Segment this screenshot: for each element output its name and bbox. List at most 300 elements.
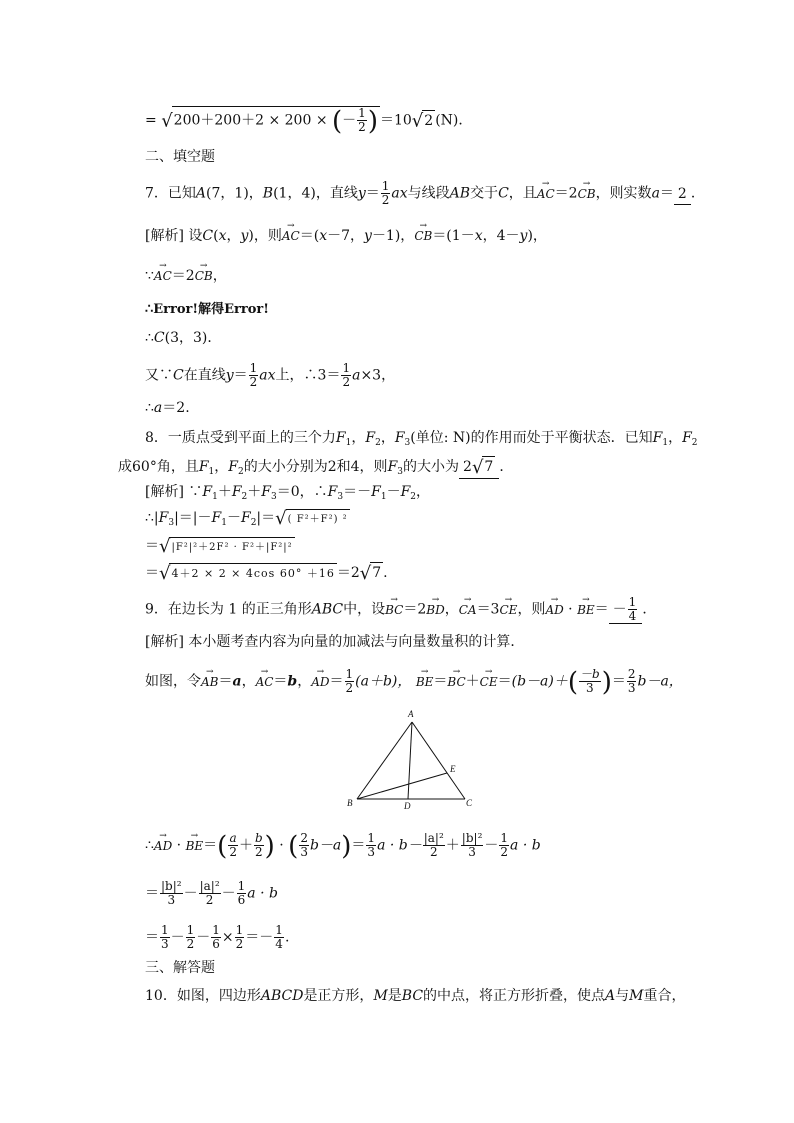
fraction (186, 924, 196, 951)
vector-ce: → CE (499, 600, 517, 620)
frac-num: 1 (212, 923, 220, 937)
text: ， (214, 459, 229, 475)
text: ( (213, 228, 219, 244)
text: 如图，令 (145, 673, 201, 690)
vector-a: a (232, 673, 242, 690)
force-f: F (365, 430, 376, 446)
subscript: 2 (238, 467, 244, 477)
force-f: F (327, 484, 338, 500)
subscript: 3 (397, 467, 404, 477)
left-paren: ( (217, 831, 228, 862)
radicand: 200＋200＋2 × 200 × (－ $\frac{1}{2}$ ) (173, 106, 378, 137)
vector-ad: → AD (311, 672, 329, 692)
text: ． (499, 459, 514, 475)
subscript: 3 (337, 492, 344, 502)
fraction (160, 880, 183, 907)
subscript: 2 (250, 518, 257, 528)
frac-num: 1 (345, 667, 354, 681)
text: . (284, 929, 290, 946)
q7-text: 7．已知 (145, 185, 196, 202)
eq-sign: ＝ (245, 929, 260, 946)
side-ac (412, 722, 465, 799)
vector-bc: → BC (447, 672, 465, 692)
eq-sign: ＝ (329, 673, 344, 690)
right-paren: ) (341, 831, 352, 862)
solution-7-line-2 (145, 266, 227, 286)
question-9 (145, 596, 656, 624)
q7-eq2: ＝2 (554, 185, 578, 202)
var-y: y (240, 228, 249, 244)
frac-num: 1 (358, 106, 366, 120)
text: )， (527, 228, 547, 244)
text: ＝ (233, 367, 248, 384)
answer-blank (459, 456, 499, 479)
vector-ac: → AC (282, 226, 300, 246)
frac-den: 6 (212, 937, 220, 951)
fraction (461, 832, 484, 859)
force-f: F (652, 430, 663, 446)
text: ， (668, 430, 683, 446)
text: (a＋b)， (355, 673, 412, 690)
frac-num: 2 (300, 831, 308, 845)
eq-sign: ＝ (218, 673, 233, 690)
text: ， (416, 484, 431, 500)
fraction (249, 362, 259, 389)
text: ， (212, 268, 227, 284)
text: 是正方形， (303, 988, 374, 1004)
frac-den: 4 (275, 937, 283, 951)
frac-den: 3 (161, 937, 169, 951)
text: ， (444, 601, 459, 618)
text: －1)， (371, 228, 415, 244)
frac-den: 2 (429, 845, 438, 859)
left-paren: ( (332, 106, 343, 137)
fraction (274, 924, 284, 951)
side-ab (357, 722, 412, 799)
text: 在直线 (183, 367, 226, 384)
text: ×3， (360, 367, 396, 384)
frac-den: 2 (249, 375, 258, 389)
frac-den: 3 (468, 845, 476, 859)
subscript: 2 (375, 438, 381, 448)
eq-sign: = (145, 112, 157, 129)
segment-ab: AB (449, 185, 471, 202)
frac-num: 1 (249, 361, 258, 375)
text: a · b (510, 837, 541, 854)
solution-9-line-1: [解析] 本小题考查内容为向量的加减法与向量数量积的计算． (145, 634, 525, 650)
force-f: F (400, 484, 411, 500)
text: ＝2 (336, 565, 360, 581)
frac-num: 1 (367, 831, 376, 845)
q7-text-and: ，且 (508, 185, 537, 202)
segment-be (357, 773, 447, 799)
fraction (423, 832, 445, 859)
var-x: x (319, 228, 328, 244)
frac-num: 1 (161, 923, 169, 937)
radical-sign: √ (275, 508, 287, 529)
frac-num: |a|² (199, 879, 220, 893)
text: ， (241, 673, 256, 690)
var-a: a (352, 367, 361, 384)
text: ， (297, 673, 312, 690)
fraction (499, 832, 509, 859)
radical-sign: √ (471, 457, 484, 478)
frac-den: 2 (342, 375, 351, 389)
force-f: F (198, 459, 209, 475)
text: · (172, 837, 186, 854)
text: ∴ (145, 330, 154, 346)
fraction (628, 596, 638, 623)
text: )，则 (248, 228, 282, 244)
text: 10．如图，四边形 (145, 988, 261, 1004)
subscript: 3 (271, 492, 277, 502)
force-f: F (261, 484, 271, 500)
text: [解析] 设 (145, 228, 203, 244)
frac-den: 2 (254, 845, 263, 859)
vector-cb: → CB (195, 266, 213, 286)
solution-9-line-2 (145, 667, 683, 698)
eq-sign: ＝ (273, 673, 288, 690)
frac-den: 3 (300, 845, 308, 859)
radicand: |F²|²＋2F² · F²＋|F²|² (169, 537, 294, 558)
text: － (484, 837, 499, 854)
text: ＝(1－ (432, 228, 475, 244)
answer-sign: － (612, 601, 627, 618)
point-c: C (498, 185, 509, 202)
eq-sign: ＝ (145, 885, 159, 902)
triangle-abc: ABC (311, 601, 344, 618)
fraction (211, 924, 221, 951)
text: a · b (247, 885, 278, 902)
eq-sign: ＝ (145, 538, 159, 554)
b-coord: (1，4)，直线 (273, 185, 358, 202)
segment-ad (408, 722, 412, 799)
frac-num: 1 (342, 361, 351, 375)
vector-ad: → AD (154, 836, 172, 856)
left-paren: ( (567, 667, 578, 698)
solution-7-line-3: ∴Error!解得Error! (145, 302, 269, 317)
frac-num: 1 (628, 595, 637, 609)
fraction (381, 180, 391, 207)
frac-num: 1 (275, 923, 283, 937)
radicand: 4＋2 × 2 × 4cos 60° ＋16 (169, 563, 336, 584)
radicand-2: 2 (422, 110, 435, 131)
radical-sign-2: √ (411, 110, 424, 132)
subscript: 1 (212, 492, 218, 502)
radical-sign: √ (159, 536, 171, 557)
text: ，则 (517, 601, 546, 618)
frac-den: 2 (345, 681, 354, 695)
force-f: F (231, 484, 242, 500)
solution-8-line-1 (145, 482, 430, 507)
text: |＝ (256, 510, 276, 526)
question-10 (145, 986, 686, 1006)
fraction (235, 924, 245, 951)
subscript: 1 (208, 467, 215, 477)
solution-8-line-3 (145, 536, 295, 558)
text: ＋ (217, 484, 232, 500)
solution-7-line-4 (145, 328, 221, 348)
solution-8-line-4 (145, 562, 388, 584)
subscript: 1 (662, 438, 669, 448)
frac-den: 4 (628, 609, 637, 623)
label-e: E (450, 764, 456, 774)
radical-sign: √ (359, 563, 372, 584)
subscript: 2 (241, 492, 248, 502)
text: ， (226, 228, 241, 244)
frac-den: 3 (586, 681, 594, 695)
fraction (579, 668, 601, 695)
eq-sign: ＝ (497, 673, 512, 690)
frac-num: 1 (235, 923, 244, 937)
text: ＝3 (476, 601, 500, 618)
section-heading-answer: 三、解答题 (145, 960, 215, 976)
answer-coef: 2 (463, 459, 472, 475)
frac-num: －b (580, 667, 600, 681)
vector-bd: → BD (426, 600, 444, 620)
text: (单位: N)的作用而处于平衡状态．已知 (410, 430, 653, 446)
subscript: 1 (380, 492, 387, 502)
solution-7-line-6 (145, 398, 190, 418)
vector-be: → BE (186, 836, 204, 856)
result-value: ＝10 (379, 112, 412, 129)
text: ， (351, 430, 366, 446)
question-7 (145, 180, 705, 207)
text: ∴| (145, 510, 159, 526)
fraction (366, 832, 376, 859)
fraction (299, 832, 309, 859)
eq-sign: ＝ (145, 565, 159, 581)
text: 又∵ (145, 367, 173, 384)
vector-ad: → AD (545, 600, 563, 620)
text: 成60°角，且 (118, 459, 199, 475)
var-ax: ax (259, 367, 276, 384)
text: 的大小分别为2和4，则 (243, 459, 388, 475)
text: ∴ (145, 837, 154, 854)
eq-sign: ＝ (145, 929, 159, 946)
fraction (357, 107, 367, 134)
subscript: 2 (691, 438, 698, 448)
text: ＝ (351, 837, 366, 854)
force-f: F (394, 430, 405, 446)
frac-den: 3 (367, 845, 376, 859)
frac-num: b (254, 831, 263, 845)
q7-end: ． (690, 185, 705, 202)
solution-7-line-1 (145, 226, 547, 246)
var-a: a (651, 185, 660, 202)
text: 的中点，将正方形折叠，使点 (423, 988, 606, 1004)
text: ＝2. (162, 400, 190, 416)
vector-be: → BE (577, 600, 595, 620)
frac-den: 2 (500, 845, 509, 859)
label-c: C (466, 798, 473, 808)
radicand: ( F²＋F²) ² (286, 509, 350, 530)
fraction (254, 832, 264, 859)
vector-be: → BE (416, 672, 434, 692)
vector-ca: → CA (459, 600, 477, 620)
text: (b－a)＋ (511, 673, 568, 690)
text: － (386, 484, 401, 500)
vector-cb: → CB (578, 184, 596, 204)
text: ． (642, 601, 657, 618)
text: ＋ (445, 837, 460, 854)
point-m: M (373, 988, 388, 1004)
text: . (383, 565, 388, 581)
force-f: F (682, 430, 692, 446)
text: a · b－ (377, 837, 422, 854)
text: 8．一质点受到平面上的三个力 (145, 430, 336, 446)
text: ＝2 (171, 268, 195, 284)
vector-ab: → AB (201, 672, 218, 692)
text: 重合， (643, 988, 686, 1004)
eq-sign: ＝ (433, 673, 448, 690)
text: － (170, 929, 185, 946)
text: ＋ (247, 484, 262, 500)
radicand: 7 (370, 562, 383, 583)
point-b: B (262, 185, 274, 202)
eq-sign: ＝ (659, 185, 674, 202)
var-y: y (357, 185, 366, 202)
frac-num: |b|² (161, 879, 182, 893)
segment-bc: BC (401, 988, 424, 1004)
text: － (259, 929, 274, 946)
vector-b: b (287, 673, 298, 690)
text: － (221, 885, 236, 902)
force-f: F (335, 430, 346, 446)
text: b－a (309, 837, 342, 854)
text: 是 (387, 988, 402, 1004)
fraction (345, 668, 355, 695)
radical-sign: √ (161, 110, 173, 132)
q7-text-cross: 交于 (470, 185, 499, 202)
label-a: A (408, 709, 414, 719)
text: · (274, 837, 289, 854)
frac-num: 1 (381, 179, 390, 193)
fraction (341, 362, 351, 389)
section-heading-fill: 二、填空题 (145, 149, 215, 165)
radicand-text: 200＋200＋2 × 200 × (173, 112, 333, 129)
fraction (160, 924, 170, 951)
solution-8-line-2 (145, 508, 350, 533)
point-c: C (153, 330, 165, 346)
fraction (627, 668, 637, 695)
vector-ac: → AC (154, 266, 172, 286)
text: 中，设 (343, 601, 386, 618)
q7-text-mid: 与线段 (407, 185, 450, 202)
frac-num: |b|² (461, 831, 483, 845)
fraction (237, 880, 247, 907)
var-ax: ax (391, 185, 408, 202)
text: 上，∴3＝ (275, 367, 341, 384)
force-f: F (211, 510, 222, 526)
frac-num: |a|² (423, 831, 444, 845)
force-f: F (371, 484, 381, 500)
frac-den: 2 (381, 193, 390, 207)
unit: (N)． (435, 112, 473, 129)
text: |＝|－ (174, 510, 212, 526)
vector-ce: → CE (480, 672, 498, 692)
square-abcd: ABCD (260, 988, 304, 1004)
frac-den: 2 (358, 120, 366, 134)
text: 与 (615, 988, 630, 1004)
point-c: C (202, 228, 214, 244)
frac-den: 2 (235, 937, 244, 951)
text: － (183, 885, 198, 902)
var-a: a (153, 400, 163, 416)
fraction (228, 832, 238, 859)
text: ＋ (465, 673, 480, 690)
frac-num: 1 (500, 831, 509, 845)
text: ＝0，∴ (276, 484, 328, 500)
text: 的大小为 (403, 459, 460, 475)
vector-bc: → BC (385, 600, 403, 620)
text: × (221, 929, 234, 946)
answer-radicand: 7 (482, 456, 495, 477)
eq-sign: ＝ (365, 185, 380, 202)
radical-sign: √ (159, 563, 171, 584)
answer-blank (609, 596, 643, 624)
point-m: M (629, 988, 644, 1004)
text: ＝－ (343, 484, 372, 500)
subscript: 1 (345, 438, 352, 448)
text: － (226, 510, 241, 526)
text: ∴ (145, 400, 154, 416)
frac-den: 3 (627, 681, 636, 695)
var-x: x (474, 228, 483, 244)
question-8-line-1 (145, 428, 698, 453)
frac-num: 1 (237, 879, 246, 893)
subscript: 2 (410, 492, 417, 502)
var-y: y (225, 367, 234, 384)
var-x: x (218, 228, 227, 244)
a-coord: (7，1)， (206, 185, 263, 202)
subscript: 1 (221, 518, 227, 528)
text: ＋ (238, 837, 253, 854)
question-8-line-2 (118, 456, 513, 482)
point-a: A (605, 988, 616, 1004)
text: ＝ (594, 601, 609, 618)
right-paren: ) (264, 831, 275, 862)
solution-7-line-5 (145, 362, 395, 389)
subscript: 3 (168, 518, 175, 528)
text: · (563, 601, 578, 618)
solution-9-line-4 (145, 880, 278, 907)
text: ，4－ (482, 228, 520, 244)
vector-ac: → AC (537, 184, 555, 204)
text: 9．在边长为 1 的正三角形 (145, 601, 312, 618)
text: b－a， (637, 673, 683, 690)
point-a: A (195, 185, 207, 202)
frac-den: 3 (167, 893, 176, 907)
eq-sign: ＝ (203, 837, 218, 854)
q7-tail: ，则实数 (595, 185, 652, 202)
point-c: C (173, 367, 184, 384)
result-line (145, 106, 473, 137)
subscript: 3 (404, 438, 411, 448)
text: (3，3)． (164, 330, 222, 346)
text: ， (380, 430, 395, 446)
solution-9-line-3 (145, 831, 541, 862)
eq-sign: ＝ (611, 673, 626, 690)
frac-num: 2 (627, 667, 636, 681)
right-paren: ) (367, 106, 378, 137)
force-f: F (158, 510, 169, 526)
frac-num: a (229, 831, 237, 845)
label-d: D (404, 801, 411, 810)
force-f: F (387, 459, 398, 475)
var-y: y (364, 228, 372, 244)
label-b: B (347, 798, 353, 808)
